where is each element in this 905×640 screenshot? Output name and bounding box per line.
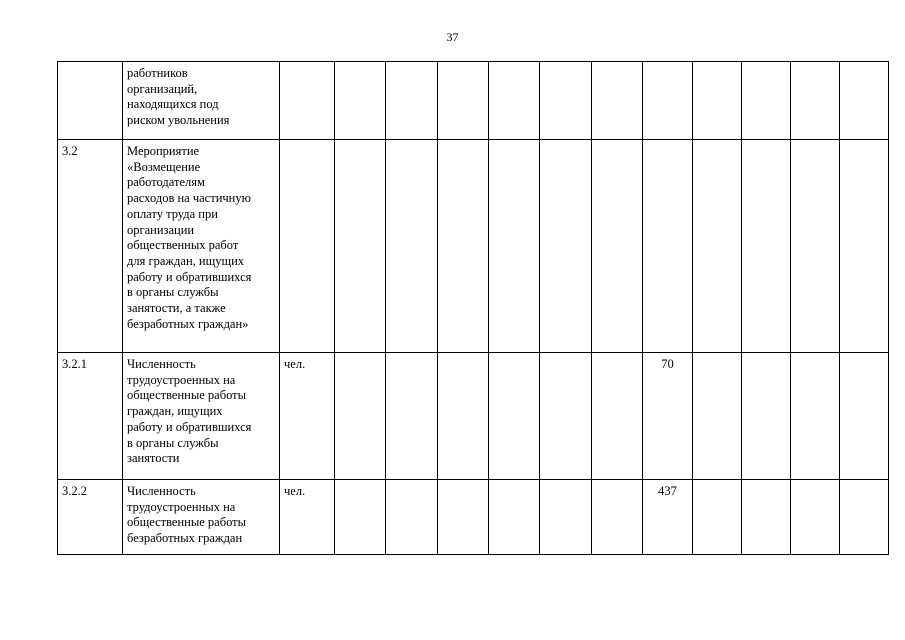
value-cell [840, 353, 889, 480]
value-cell [540, 480, 592, 555]
value-cell [335, 62, 386, 140]
description-line: занятости [127, 451, 180, 466]
description-line: Численность [127, 357, 196, 371]
table-row [58, 62, 889, 140]
value-cell [742, 62, 791, 140]
value-cell [489, 480, 540, 555]
row-number-cell [58, 62, 123, 140]
value-cell [791, 480, 840, 555]
value-cell [386, 353, 438, 480]
value-cell [693, 140, 742, 353]
description-line: занятости, а также [127, 301, 226, 316]
value-cell [335, 353, 386, 480]
value-cell [438, 480, 489, 555]
description-line: безработных граждан» [127, 316, 249, 331]
value-cell [693, 480, 742, 555]
value-cell [643, 140, 693, 353]
description-line: в органы службы [127, 285, 219, 300]
table-row [58, 140, 889, 353]
unit-cell [280, 62, 335, 140]
value-cell [540, 353, 592, 480]
description-line: граждан, ищущих [127, 404, 223, 419]
description-line: в органы службы [127, 435, 219, 450]
value-cell [386, 140, 438, 353]
value-cell: 70 [643, 353, 693, 480]
row-number-cell: 3.2.1 [58, 353, 123, 480]
description-line: общественные работы [127, 388, 247, 403]
value-cell [489, 353, 540, 480]
description-line: организации [127, 222, 195, 237]
value-cell [592, 480, 643, 555]
description-line: Мероприятие [127, 144, 200, 158]
description-cell [123, 353, 280, 480]
value-cell [840, 62, 889, 140]
value-cell [386, 480, 438, 555]
description-line: трудоустроенных на [127, 372, 236, 387]
unit-cell [280, 140, 335, 353]
description-line: общественные работы [127, 515, 247, 530]
unit-cell: чел. [280, 353, 335, 480]
value-cell [540, 140, 592, 353]
unit-cell: чел. [280, 480, 335, 555]
description-line: работодателям [127, 175, 205, 190]
value-cell [693, 62, 742, 140]
value-cell [335, 480, 386, 555]
description-line: Численность [127, 484, 196, 498]
value-cell [693, 353, 742, 480]
row-number-cell: 3.2.2 [58, 480, 123, 555]
description-cell [123, 140, 280, 353]
value-cell [592, 62, 643, 140]
description-line: риском увольнения [127, 113, 230, 128]
value-cell [840, 480, 889, 555]
value-cell [489, 62, 540, 140]
value-cell [438, 62, 489, 140]
table-row [58, 353, 889, 480]
value-cell [438, 353, 489, 480]
value-cell [540, 62, 592, 140]
value-cell [489, 140, 540, 353]
value-cell [791, 140, 840, 353]
description-line: для граждан, ищущих [127, 253, 245, 268]
description-line: трудоустроенных на [127, 499, 236, 514]
page-number: 37 [446, 30, 459, 44]
value-cell [791, 62, 840, 140]
value-cell [742, 140, 791, 353]
description-line: работников [127, 66, 188, 80]
description-cell [123, 480, 280, 555]
value-cell: 437 [643, 480, 693, 555]
value-cell [840, 140, 889, 353]
value-cell [335, 140, 386, 353]
value-cell [742, 353, 791, 480]
description-line: работу и обратившихся [127, 269, 252, 284]
indicator-table [57, 61, 889, 555]
description-line: общественных работ [127, 238, 239, 253]
description-line: находящихся под [127, 97, 219, 112]
description-line: работу и обратившихся [127, 419, 252, 434]
value-cell [438, 140, 489, 353]
description-cell [123, 62, 280, 140]
value-cell [791, 353, 840, 480]
description-line: организаций, [127, 81, 198, 96]
value-cell [742, 480, 791, 555]
value-cell [592, 140, 643, 353]
value-cell [592, 353, 643, 480]
value-cell [643, 62, 693, 140]
description-line: оплату труда при [127, 206, 218, 221]
table-row [58, 480, 889, 555]
row-number-cell: 3.2 [58, 140, 123, 353]
description-line: безработных граждан [127, 531, 243, 546]
description-line: расходов на частичную [127, 191, 251, 206]
description-line: «Возмещение [127, 159, 201, 174]
value-cell [386, 62, 438, 140]
